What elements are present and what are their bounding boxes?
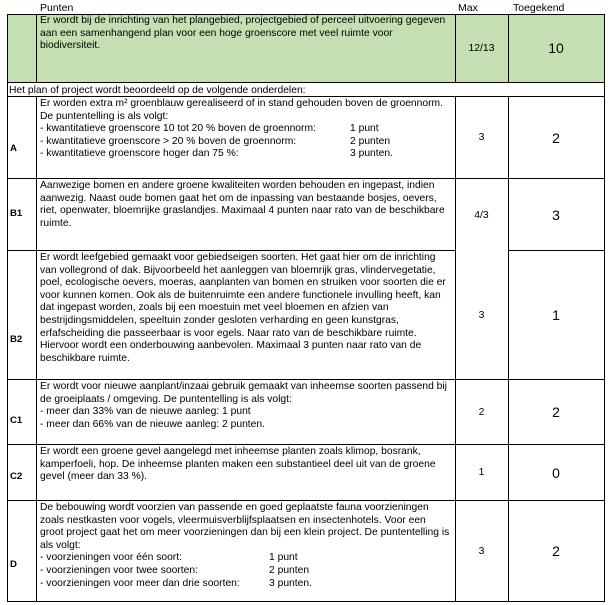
- header-points: Punten: [40, 2, 74, 14]
- row-code-a: A: [10, 143, 17, 154]
- row-code-c1: C1: [10, 415, 23, 426]
- row-divider: [7, 178, 605, 179]
- list-points: 3 punten.: [350, 148, 393, 160]
- row-awarded-a: 2: [552, 129, 560, 146]
- list-points: 1 punt: [350, 123, 379, 135]
- row-text-b1: Aanwezige bomen en andere groene kwaliteiten worden behouden en ingepast, indien aanwezig. Naast oude bomen gaat het om de inpassing van bestaande bosjes, oevers, riet, openwater, bloemrijke graslandjes. Maximaal 4 punten naar rato van de beschikbare ruimte.: [40, 180, 445, 229]
- points-list-a: [40, 123, 452, 161]
- table-border-right: [604, 14, 605, 602]
- list-label: - voorzieningen voor meer dan drie soorten:: [40, 577, 240, 589]
- row-description-c1: Er wordt voor nieuwe aanplant/inzaai gebruik gemaakt van inheemse soorten passend bij de groeiplaats / omgeving. De puntentelling is als volgt:: [40, 381, 447, 405]
- row-divider: [7, 500, 605, 501]
- row-divider: [7, 96, 605, 97]
- row-max-b2: 3: [478, 309, 485, 321]
- list-item: - meer dan 66% van de nieuwe aanleg: 2 punten.: [40, 418, 265, 430]
- table-border-left: [7, 14, 8, 602]
- points-list-d: [40, 552, 452, 590]
- row-divider: [7, 379, 605, 380]
- row-max-d: 3: [478, 545, 485, 557]
- row-divider: [7, 250, 455, 251]
- row-awarded-d: 2: [552, 543, 560, 559]
- row-max-a: 3: [478, 132, 485, 143]
- column-divider: [36, 14, 37, 83]
- row-divider: [508, 250, 605, 251]
- list-item: - meer dan 33% van de nieuwe aanleg: 1 punt: [40, 406, 251, 418]
- row-divider: [7, 444, 605, 445]
- list-label: - kwantitatieve groenscore 10 tot 20 % boven de groennorm:: [40, 123, 316, 135]
- row-text-b2: Er wordt leefgebied gemaakt voor gebiedseigen soorten. Het gaat hier om de inrichting van vollegrond of dak. Bijvoorbeeld het aanleggen van bloemrijk gras, vlindervegetatie, poel, ecologische oevers, moeras, aanplanten van bomen en struiken voor soorten die er voor kunnen komen. Ook als de buitenruimte een andere functionele invulling heeft, kan dat ingepast worden, zoals bij een moestuin met veel bloemen en afzien van bestrijdingsmiddelen, speeltuin zonder gesloten verharding en geen kunstgras, erfafscheiding die passeerbaar is voor egels. Naar rato van de beschikbare ruimte. Hiervoor wordt een onderbouwing aanbevolen. Maximaal 3 punten naar rato van de beschikbare ruimte.: [40, 252, 446, 364]
- list-label: - voorzieningen voor twee soorten:: [40, 564, 198, 576]
- row-code-b2: B2: [10, 334, 23, 345]
- list-label: - kwantitatieve groenscore hoger dan 75 %:: [40, 148, 239, 160]
- intro-row-awarded: 10: [548, 40, 564, 56]
- row-text-a: [37, 97, 455, 162]
- table-border-bottom: [7, 601, 605, 602]
- table-border-top: [7, 14, 605, 15]
- row-awarded-c1: 2: [552, 404, 560, 420]
- row-max-b1: 4/3: [474, 209, 489, 221]
- row-awarded-b2: 1: [552, 307, 560, 323]
- row-code-b1: B1: [10, 208, 23, 219]
- row-max-c1: 2: [478, 406, 485, 418]
- column-divider: [455, 14, 456, 83]
- row-code-d: D: [10, 559, 17, 570]
- section-heading: Het plan of project wordt beoordeeld op de volgende onderdelen:: [9, 85, 306, 96]
- row-code-c2: C2: [10, 471, 23, 482]
- row-text-c2: Er wordt een groene gevel aangelegd met inheemse planten zoals klimop, bosrank, kamperfoeli, hop. De inheemse planten maken een substantieel deel uit van de groene gevel (meer dan 33 %).: [40, 446, 436, 483]
- column-divider: [36, 96, 37, 602]
- column-divider: [508, 96, 509, 602]
- intro-row-max: 12/13: [468, 42, 495, 54]
- row-text-d: [37, 501, 455, 591]
- header-max: Max: [458, 2, 478, 14]
- row-description-a: Er worden extra m² groenblauw gerealiseerd of in stand gehouden boven de groennorm. De puntentelling is als volgt:: [40, 98, 443, 122]
- column-divider: [455, 96, 456, 602]
- list-points: 3 punten.: [269, 577, 312, 589]
- row-description-d: De bebouwing wordt voorzien van passende en goed geplaatste fauna voorzieningen zoals nestkasten voor vogels, vleermuisverblijfsplaatsen en insectenhotels. Voor een groot project gaat het om meer voorzieningen dan bij een klein project. De puntentelling is als volgt:: [40, 502, 450, 551]
- row-text-c1: [37, 380, 455, 432]
- row-divider: [7, 82, 605, 83]
- list-label: - voorzieningen voor één soort:: [40, 552, 182, 564]
- column-divider: [508, 14, 509, 83]
- list-label: - kwantitatieve groenscore > 20 % boven de groennorm:: [40, 135, 297, 147]
- list-points: 2 punten: [269, 564, 310, 576]
- list-points: 2 punten: [350, 135, 391, 147]
- row-max-c2: 1: [478, 467, 485, 478]
- row-awarded-b1: 3: [552, 206, 560, 223]
- intro-row-text: Er wordt bij de inrichting van het plangebied, projectgebied of perceel uitvoering gegeven aan een samenhangend plan voor een hoge groenscore met veel ruimte voor biodiversiteit.: [40, 15, 446, 52]
- header-awarded: Toegekend: [513, 2, 565, 14]
- row-awarded-c2: 0: [552, 464, 560, 481]
- list-points: 1 punt: [269, 552, 298, 564]
